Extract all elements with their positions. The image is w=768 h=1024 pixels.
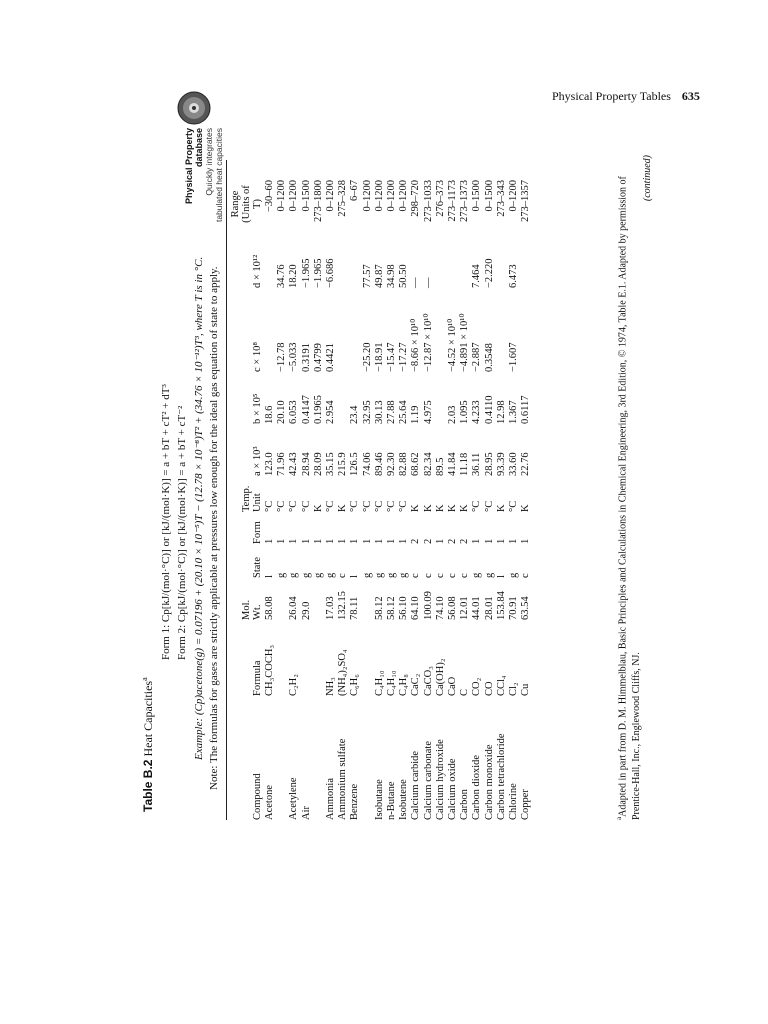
table-cell: c xyxy=(520,573,532,578)
col-mol-wt: Mol. Wt. xyxy=(241,599,263,620)
example-line: Example: (Cp)acetone(g) = 0.07196 + (20.10 × 10⁻⁵)T − (12.78 × 10⁻⁸)T² + (34.76 × 10⁻¹²)T³, where T is in °C. xyxy=(193,256,205,760)
table-row xyxy=(264,174,276,820)
table-cell: 1.367 xyxy=(508,400,520,424)
table-cell: c xyxy=(410,573,422,578)
table-cell: 273–343 xyxy=(495,180,507,217)
running-head-title: Physical Property Tables xyxy=(552,89,671,103)
table-cell: K xyxy=(447,504,459,512)
note-line: Note: The formulas for gases are strictly applicable at pressures low enough for the ideal gas equation of state to apply. xyxy=(208,266,220,790)
table-cell: 41.84 xyxy=(447,452,459,476)
table-cell: 42.43 xyxy=(288,452,300,476)
table-row xyxy=(288,174,300,820)
table-cell: 0.4110 xyxy=(483,395,495,424)
table-cell: c xyxy=(434,573,446,578)
table-cell: 1 xyxy=(288,538,300,544)
table-cell: 2.03 xyxy=(447,405,459,424)
table-cell: g xyxy=(386,572,398,578)
table-cell: 1 xyxy=(300,538,312,544)
table-cell: 0–1200 xyxy=(325,180,337,212)
table-body xyxy=(264,174,532,820)
table-cell: 2.954 xyxy=(325,400,337,424)
table-cell: CO₂ xyxy=(471,677,483,696)
table-cell: Ammonia xyxy=(325,778,337,820)
table-cell: −8.66 × 10¹⁰ xyxy=(410,318,422,372)
table-cell: 1 xyxy=(508,538,520,544)
table-cell: 58.08 xyxy=(264,596,275,620)
table-row xyxy=(435,174,447,820)
table-cell: °C xyxy=(325,500,337,512)
continued-label: (continued) xyxy=(642,155,653,202)
table-caption: Heat Capacities xyxy=(141,680,155,757)
table-caption-marker: a xyxy=(140,677,149,681)
table-cell: −5.033 xyxy=(288,342,300,372)
table-cell: 27.88 xyxy=(386,400,398,424)
table-cell: −4.891 × 10¹⁰ xyxy=(459,313,471,372)
table-cell: 1 xyxy=(361,538,373,544)
table-cell: Carbon monoxide xyxy=(483,744,495,820)
form-1: Form 1: Cp[kJ/(mol·°C)] or [kJ/(mol·K)] = a + bT + cT² + dT³ xyxy=(160,384,172,660)
table-cell: 276–373 xyxy=(434,180,446,217)
table-cell: −12.87 × 10¹⁰ xyxy=(422,313,434,372)
table-cell: 6.053 xyxy=(288,400,300,424)
table-cell: −12.78 xyxy=(276,342,288,372)
table-cell: −25.20 xyxy=(361,342,373,372)
table-cell: K xyxy=(410,504,422,512)
table-cell: Calcium carbonate xyxy=(422,740,434,820)
table-cell: 28.09 xyxy=(312,452,324,476)
table-cell: 12.01 xyxy=(459,596,471,620)
table-cell: 68.62 xyxy=(410,452,422,476)
table-cell: °C xyxy=(349,500,361,512)
table-cell: −6.686 xyxy=(325,258,337,288)
table-cell xyxy=(264,288,276,372)
table-cell: g xyxy=(312,572,324,578)
table-cell: 64.10 xyxy=(410,596,422,620)
table-cell: 1 xyxy=(398,538,410,544)
table-cell: 74.06 xyxy=(361,452,373,476)
table-cell: 126.5 xyxy=(349,452,361,476)
col-form: Form xyxy=(252,521,263,544)
table-cell xyxy=(337,288,349,372)
table-cell: 89.46 xyxy=(373,452,385,476)
table-cell xyxy=(264,228,276,288)
table-cell: g xyxy=(471,572,483,578)
sidebar-subtitle: Quickly integrates tabulated heat capacities xyxy=(204,128,224,223)
table-cell: 1 xyxy=(337,538,349,544)
table-row xyxy=(301,174,313,820)
table-cell: K xyxy=(422,504,434,512)
table-cell: −2.887 xyxy=(471,342,483,372)
table-cell: g xyxy=(398,572,410,578)
table-cell: g xyxy=(325,572,337,578)
table-cell: K xyxy=(312,504,324,512)
table-cell: 25.64 xyxy=(398,400,410,424)
table-cell: °C xyxy=(508,500,520,512)
table-row xyxy=(459,174,471,820)
table-cell: 58.12 xyxy=(373,596,385,620)
table-cell: K xyxy=(337,504,349,512)
table-cell: °C xyxy=(471,500,483,512)
table-cell: c xyxy=(337,573,349,578)
table-header-row xyxy=(230,174,264,820)
table-cell: −1.965 xyxy=(312,258,324,288)
table-cell: 50.50 xyxy=(398,264,410,288)
table-cell: 2 xyxy=(459,538,471,544)
table-cell xyxy=(349,228,361,288)
col-range: Range (Units of T) xyxy=(230,185,263,223)
table-cell: Calcium oxide xyxy=(447,758,459,820)
table-cell: 0–1200 xyxy=(361,180,373,212)
col-compound: Compound xyxy=(252,773,263,820)
table-cell: 0.3548 xyxy=(483,343,495,372)
table-row xyxy=(410,174,422,820)
table-cell xyxy=(337,228,349,288)
table-cell: 6.473 xyxy=(508,264,520,288)
table-cell: K xyxy=(434,504,446,512)
table-cell: 0–1200 xyxy=(386,180,398,212)
table-row xyxy=(496,174,508,820)
col-formula: Formula xyxy=(252,660,263,696)
table-cell: 273–1033 xyxy=(422,180,434,222)
table-cell: 0–1200 xyxy=(373,180,385,212)
table-cell: 273–1357 xyxy=(520,180,532,222)
table-cell: 273–1173 xyxy=(447,180,459,222)
table-cell: 2 xyxy=(410,538,422,544)
table-cell: 78.11 xyxy=(349,596,361,620)
table-cell: g xyxy=(361,572,373,578)
table-cell: Carbon tetrachloride xyxy=(495,733,507,820)
table-cell: 56.10 xyxy=(398,596,410,620)
table-cell: Ammonium sulfate xyxy=(337,738,349,820)
table-cell: C₄H₁₀ xyxy=(386,670,398,696)
footnote xyxy=(612,160,644,820)
table-cell: l xyxy=(264,575,275,578)
table-row xyxy=(508,174,520,820)
table-cell: −1.965 xyxy=(300,258,312,288)
table-cell: l xyxy=(349,575,361,578)
table-cell: Cl₂ xyxy=(508,682,520,696)
table-cell: CH₃COCH₃ xyxy=(264,644,275,696)
table-cell xyxy=(362,696,374,820)
footnote-text: Adapted in part from D. M. Himmelblau, Basic Principles and Calculations in Chemical Engineering, 3rd Edition, © 1974, Table E.1. Adapted by permission of Prentice-Hall, Inc., Englewood Cliffs, NJ. xyxy=(617,176,643,820)
table-cell: 1.19 xyxy=(410,405,422,424)
table-cell xyxy=(435,228,447,288)
table-cell xyxy=(313,620,325,696)
table-cell: °C xyxy=(483,500,495,512)
table-row xyxy=(471,174,483,820)
table-cell: °C xyxy=(300,500,312,512)
table-cell: c xyxy=(459,573,471,578)
table-cell: 49.87 xyxy=(373,264,385,288)
table-cell: Copper xyxy=(520,789,532,820)
table-row xyxy=(520,174,532,820)
table-cell: 82.34 xyxy=(422,452,434,476)
table-cell: 1 xyxy=(471,538,483,544)
table-cell: Ca(OH)₂ xyxy=(434,658,446,696)
table-row xyxy=(398,174,410,820)
table-cell xyxy=(520,288,532,372)
table-cell xyxy=(362,578,374,620)
table-cell xyxy=(313,696,325,820)
table-cell: °C xyxy=(361,500,373,512)
table-cell: 0–1500 xyxy=(471,180,483,212)
col-temp-unit: Temp. Unit xyxy=(241,485,263,512)
table-cell: 44.01 xyxy=(471,596,483,620)
table-cell: 0–1200 xyxy=(398,180,410,212)
rotated-table-block xyxy=(140,155,660,820)
table-cell: 11.18 xyxy=(459,452,471,476)
table-cell: 77.57 xyxy=(361,264,373,288)
table-cell: 22.76 xyxy=(520,452,532,476)
table-cell: Acetylene xyxy=(288,777,300,820)
table-cell: 0.1965 xyxy=(312,395,324,424)
table-cell: 273–1373 xyxy=(459,180,471,222)
table-cell: l xyxy=(495,575,507,578)
table-cell xyxy=(447,228,459,288)
table-cell: C₄H₁₀ xyxy=(373,670,385,696)
table-cell: 56.08 xyxy=(447,596,459,620)
table-cell: Cu xyxy=(520,683,532,696)
table-row xyxy=(276,174,288,820)
table-cell: 4.975 xyxy=(422,400,434,424)
table-cell: 273–1800 xyxy=(312,180,324,222)
col-a: a × 10³ xyxy=(252,446,263,476)
table-cell: 32.95 xyxy=(361,400,373,424)
col-c: c × 10⁸ xyxy=(252,342,263,372)
formula-forms xyxy=(158,384,190,660)
table-cell xyxy=(435,288,447,372)
table-cell: 26.04 xyxy=(288,596,300,620)
table-cell: 6–67 xyxy=(349,180,361,201)
table-cell: 123.0 xyxy=(264,452,275,476)
table-cell: −2.220 xyxy=(483,258,495,288)
table-cell xyxy=(276,578,288,620)
table-cell: g xyxy=(373,572,385,578)
table-cell: 1 xyxy=(264,538,275,544)
table-cell xyxy=(459,228,471,288)
table-cell: 1 xyxy=(325,538,337,544)
table-cell xyxy=(496,228,508,288)
col-b: b × 10⁵ xyxy=(252,393,263,424)
table-cell: 1 xyxy=(495,538,507,544)
sidebar-title: Physical Property database xyxy=(184,128,204,205)
table-cell: C xyxy=(459,688,471,696)
table-cell: °C xyxy=(288,500,300,512)
table-cell: CaC₂ xyxy=(410,673,422,696)
col-d: d × 10¹² xyxy=(252,254,263,288)
table-cell: 0–1500 xyxy=(300,180,312,212)
table-cell: n-Butane xyxy=(386,781,398,820)
table-cell: K xyxy=(520,504,532,512)
table-cell: 1 xyxy=(312,538,324,544)
table-row xyxy=(423,174,435,820)
table-cell: Air xyxy=(300,806,312,820)
table-row xyxy=(313,174,325,820)
table-row xyxy=(484,174,496,820)
table-cell: 100.09 xyxy=(422,591,434,620)
table-cell: 28.94 xyxy=(300,452,312,476)
table-cell: 0.4421 xyxy=(325,343,337,372)
table-row xyxy=(374,174,386,820)
table-cell: 1 xyxy=(373,538,385,544)
table-cell: 36.11 xyxy=(471,452,483,476)
table-cell: 0.4147 xyxy=(300,395,312,424)
table-cell: 275–328 xyxy=(337,180,349,217)
table-cell xyxy=(435,372,447,424)
table-cell: 74.10 xyxy=(434,596,446,620)
table-cell: 1 xyxy=(434,538,446,544)
table-cell: 1.095 xyxy=(459,400,471,424)
table-cell: 0–1200 xyxy=(276,180,288,212)
table-cell: 2 xyxy=(447,538,459,544)
table-cell: −18.91 xyxy=(373,342,385,372)
table-cell: C₂H₂ xyxy=(288,674,300,696)
table-cell: 0.4799 xyxy=(312,343,324,372)
col-state: State xyxy=(252,557,263,578)
table-cell: C₆H₆ xyxy=(349,674,361,696)
table-cell: c xyxy=(447,573,459,578)
table-cell: 18.20 xyxy=(288,264,300,288)
table-cell: 0.3191 xyxy=(300,343,312,372)
table-cell: −1.607 xyxy=(508,342,520,372)
table-cell: 17.03 xyxy=(325,596,337,620)
table-cell: NH₃ xyxy=(325,677,337,696)
table-cell: 12.98 xyxy=(495,400,507,424)
table-cell: 82.88 xyxy=(398,452,410,476)
table-cell: 58.12 xyxy=(386,596,398,620)
table-cell xyxy=(276,620,288,696)
table-cell: 132.15 xyxy=(337,591,349,620)
running-head xyxy=(552,89,700,104)
table-cell: 1 xyxy=(483,538,495,544)
table-cell: g xyxy=(300,572,312,578)
table-cell xyxy=(337,372,349,424)
table-cell: Isobutene xyxy=(398,779,410,820)
table-cell: 34.76 xyxy=(276,264,288,288)
table-cell: Carbon xyxy=(459,789,471,820)
table-cell xyxy=(276,696,288,820)
table-cell: 1 xyxy=(349,538,361,544)
table-cell: Isobutane xyxy=(373,779,385,820)
table-cell: (NH₄)₂SO₄ xyxy=(337,649,349,696)
table-cell: c xyxy=(422,573,434,578)
table-cell: −15.47 xyxy=(386,342,398,372)
table-cell: 1 xyxy=(276,538,288,544)
table-cell: °C xyxy=(264,500,275,512)
table-row xyxy=(362,174,374,820)
table-cell: g xyxy=(483,572,495,578)
table-cell: 0.6117 xyxy=(520,395,532,424)
table-cell: −4.52 × 10¹⁰ xyxy=(447,318,459,372)
table-cell: 0–1200 xyxy=(288,180,300,212)
table-cell: CaO xyxy=(447,676,459,696)
table-cell: 18.6 xyxy=(264,405,275,424)
table-cell: 71.96 xyxy=(276,452,288,476)
table-cell: °C xyxy=(386,500,398,512)
table-cell: Carbon dioxide xyxy=(471,754,483,820)
table-cell: 89.5 xyxy=(434,457,446,476)
table-cell: Chlorine xyxy=(508,783,520,820)
table-cell: K xyxy=(459,504,471,512)
table-cell: Calcium hydroxide xyxy=(434,739,446,820)
table-cell: 33.60 xyxy=(508,452,520,476)
table-row xyxy=(349,174,361,820)
table-cell: 153.84 xyxy=(495,591,507,620)
table-cell xyxy=(496,288,508,372)
table-cell xyxy=(313,578,325,620)
table-cell: 215.9 xyxy=(337,452,349,476)
table-cell: 20.10 xyxy=(276,400,288,424)
table-cell: 4.233 xyxy=(471,400,483,424)
table-cell xyxy=(349,288,361,372)
table-cell xyxy=(362,620,374,696)
top-rule xyxy=(226,160,227,820)
table-cell: g xyxy=(276,572,288,578)
table-cell xyxy=(301,620,313,696)
table-row xyxy=(386,174,398,820)
table-cell: °C xyxy=(398,500,410,512)
table-cell: — xyxy=(410,277,422,288)
page-number: 635 xyxy=(681,89,700,103)
table-cell: 28.95 xyxy=(483,452,495,476)
table-row xyxy=(447,174,459,820)
table-cell: CCl₄ xyxy=(495,675,507,696)
table-cell: °C xyxy=(276,500,288,512)
table-cell: Benzene xyxy=(349,783,361,820)
table-cell: °C xyxy=(373,500,385,512)
table-cell: g xyxy=(288,572,300,578)
table-row xyxy=(325,174,337,820)
table-cell: Acetone xyxy=(264,785,275,820)
table-cell xyxy=(520,228,532,288)
table-row xyxy=(337,174,349,820)
table-cell: 70.91 xyxy=(508,596,520,620)
table-cell: 35.15 xyxy=(325,452,337,476)
table-cell: 0–1500 xyxy=(483,180,495,212)
table-cell: C₄H₈ xyxy=(398,674,410,696)
table-cell: CO xyxy=(483,681,495,696)
table-cell: 7.464 xyxy=(471,264,483,288)
table-cell: — xyxy=(422,277,434,288)
form-2: Form 2: Cp[kJ/(mol·°C)] or [kJ/(mol·K)] = a + bT + cT⁻² xyxy=(176,405,188,660)
table-cell: K xyxy=(495,504,507,512)
table-title xyxy=(140,677,156,812)
table-cell: Calcium carbide xyxy=(410,750,422,820)
table-cell: 29.0 xyxy=(300,601,312,620)
table-cell: 34.98 xyxy=(386,264,398,288)
table-cell: 30.13 xyxy=(373,400,385,424)
table-cell: 63.54 xyxy=(520,596,532,620)
table-label: Table B.2 xyxy=(141,759,155,812)
table-cell: 0–1200 xyxy=(508,180,520,212)
footnote-marker: a xyxy=(615,816,623,820)
table-cell: −30–60 xyxy=(264,180,275,213)
heat-capacity-table xyxy=(230,174,532,820)
table-cell: 1 xyxy=(520,538,532,544)
table-cell: 298–720 xyxy=(410,180,422,217)
table-cell: CaCO₃ xyxy=(422,666,434,696)
table-cell: 28.01 xyxy=(483,596,495,620)
table-cell: 93.39 xyxy=(495,452,507,476)
table-cell: 23.4 xyxy=(349,405,361,424)
table-cell: 1 xyxy=(386,538,398,544)
table-cell: 92.30 xyxy=(386,452,398,476)
table-cell: g xyxy=(508,572,520,578)
table-cell: −17.27 xyxy=(398,342,410,372)
table-cell: 2 xyxy=(422,538,434,544)
